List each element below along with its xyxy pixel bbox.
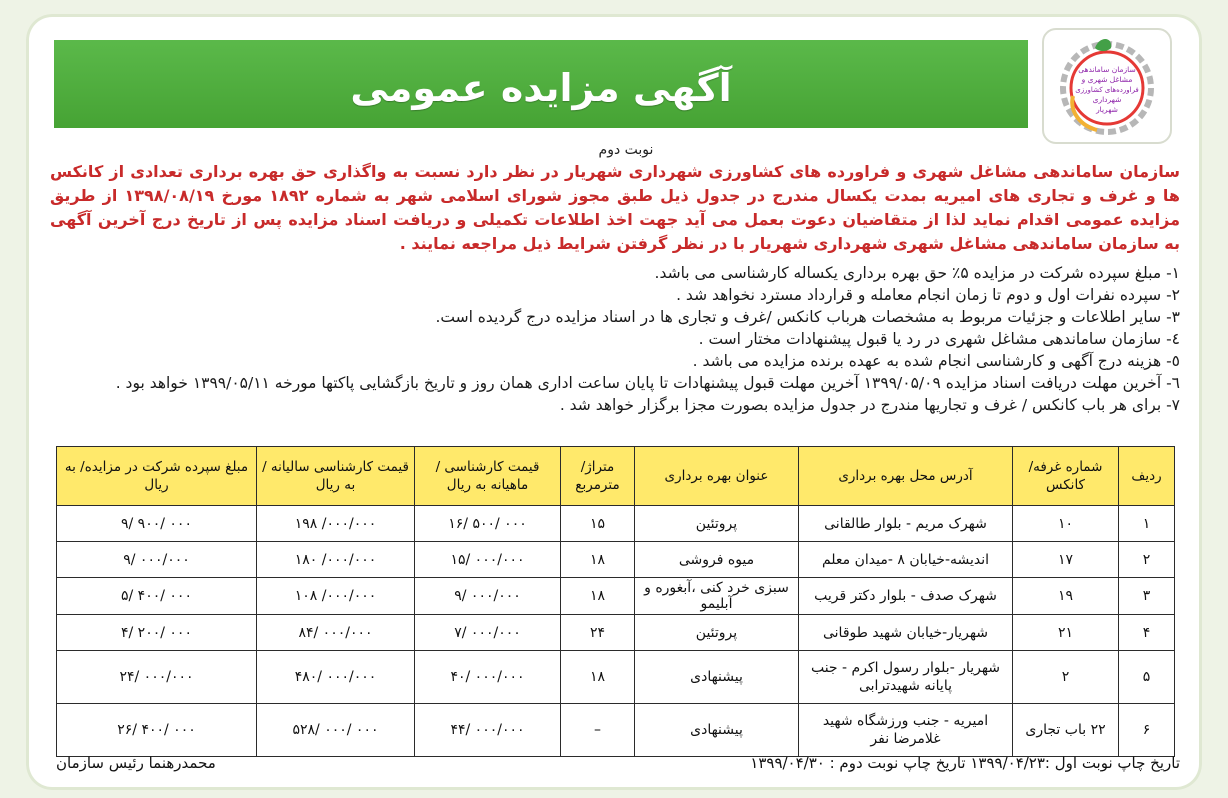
print-dates: تاریخ چاپ نوبت اول :۱۳۹۹/۰۴/۲۳ تاریخ چاپ نوبت دوم : ۱۳۹۹/۰۴/۳۰	[750, 754, 1180, 772]
seal-line-1: سازمان ساماندهی	[1078, 65, 1136, 74]
table-cell: سبزی خرد کنی ،آبغوره و آبلیمو	[635, 578, 799, 615]
table-cell: امیریه - جنب ورزشگاه شهید غلامرضا نفر	[799, 704, 1013, 757]
table-cell: ۲۴	[561, 615, 635, 651]
condition-item: ۱- مبلغ سپرده شرکت در مزایده ۵٪ حق بهره برداری یکساله کارشناسی می باشد.	[654, 264, 1180, 282]
signature: محمدرهنما رئیس سازمان	[56, 754, 216, 772]
table-cell: ۴۴/ ۰۰۰/۰۰۰	[415, 704, 561, 757]
table-cell: ۱۹۸ /۰۰۰/۰۰۰	[257, 506, 415, 542]
table-cell: ۹/ ۰۰۰/۰۰۰	[57, 542, 257, 578]
table-cell: ۷/ ۰۰۰/۰۰۰	[415, 615, 561, 651]
table-cell: شهرک صدف - بلوار دکتر قریب	[799, 578, 1013, 615]
table-cell: ۸۴/ ۰۰۰/۰۰۰	[257, 615, 415, 651]
table-cell: ۲۲ باب تجاری	[1013, 704, 1119, 757]
column-header: آدرس محل بهره برداری	[799, 447, 1013, 506]
seal-line-2: مشاغل شهری و	[1081, 75, 1133, 84]
table-cell: ۲۴/ ۰۰۰/۰۰۰	[57, 651, 257, 704]
seal-line-4: شهرداری	[1092, 95, 1122, 104]
page-title: آگهی مزایده عمومی	[350, 66, 732, 110]
header-banner	[54, 40, 1028, 128]
table-cell: ۲	[1013, 651, 1119, 704]
table-cell: ۲۶/ ۴۰۰/ ۰۰۰	[57, 704, 257, 757]
condition-item: ٦- آخرین مهلت دریافت اسناد مزایده ۱۳۹۹/۰۵/۰۹ آخرین مهلت قبول پیشنهادات تا پایان ساعت اداری همان روز و تاریخ بازگشایی پاکتها مورخه ۱۳۹۹/۰۵/۱۱ خواهد بود .	[115, 374, 1180, 392]
notice-frame	[26, 14, 1202, 790]
table-cell: ۱۷	[1013, 542, 1119, 578]
table-cell: ۴/ ۲۰۰/ ۰۰۰	[57, 615, 257, 651]
condition-item: ۷- برای هر باب کانکس / غرف و تجاریها مندرج در جدول مزایده بصورت مجزا برگزار خواهد شد .	[559, 396, 1180, 414]
table-cell: ۱۹	[1013, 578, 1119, 615]
table-cell: شهریار -بلوار رسول اکرم - جنب پایانه شهیدترابی	[799, 651, 1013, 704]
table-cell: ۱۸	[561, 578, 635, 615]
table-row	[57, 506, 1175, 542]
table-cell: ۱۵	[561, 506, 635, 542]
condition-item: ٤- سازمان ساماندهی مشاغل شهری در رد یا قبول پیشنهادات مختار است .	[698, 330, 1180, 348]
table-cell: ۱۸	[561, 542, 635, 578]
table-cell: ۶	[1119, 704, 1175, 757]
table-row	[57, 578, 1175, 615]
table-cell: میوه فروشی	[635, 542, 799, 578]
column-header: عنوان بهره برداری	[635, 447, 799, 506]
column-header: متراژ/ مترمربع	[561, 447, 635, 506]
lease-table	[56, 446, 1175, 757]
table-cell: ۴۸۰/ ۰۰۰/۰۰۰	[257, 651, 415, 704]
table-cell: شهریار-خیابان شهید طوقانی	[799, 615, 1013, 651]
table-row	[57, 651, 1175, 704]
table-cell: ۳	[1119, 578, 1175, 615]
column-header: قیمت کارشناسی / ماهیانه به ریال	[415, 447, 561, 506]
table-cell: ۵/ ۴۰۰/ ۰۰۰	[57, 578, 257, 615]
table-cell: ۵	[1119, 651, 1175, 704]
table-cell: پروتئین	[635, 615, 799, 651]
condition-item: ۳- سایر اطلاعات و جزئیات مربوط به مشخصات هرباب کانکس /غرف و تجاری ها در اسناد مزایده درج گردیده است.	[435, 308, 1180, 326]
table-cell: ۱۸۰ /۰۰۰/۰۰۰	[257, 542, 415, 578]
column-header: شماره غرفه/ کانکس	[1013, 447, 1119, 506]
table-cell: ۱۵/ ۰۰۰/۰۰۰	[415, 542, 561, 578]
condition-item: ٥- هزینه درج آگهی و کارشناسی انجام شده به عهده برنده مزایده می باشد .	[692, 352, 1180, 370]
seal-logo-icon	[1055, 34, 1159, 138]
table-cell: پروتئین	[635, 506, 799, 542]
seal-line-3: فراورده‌های کشاورزی	[1075, 86, 1139, 94]
table-cell: پیشنهادی	[635, 651, 799, 704]
table-cell: شهرک مریم - بلوار طالقانی	[799, 506, 1013, 542]
table-cell: –	[561, 704, 635, 757]
column-header: مبلغ سپرده شرکت در مزایده/ به ریال	[57, 447, 257, 506]
table-cell: ۵۲۸/ ۰۰۰/ ۰۰۰	[257, 704, 415, 757]
table-cell: ۴۰/ ۰۰۰/۰۰۰	[415, 651, 561, 704]
condition-item: ۲- سپرده نفرات اول و دوم تا زمان انجام معامله و قرارداد مسترد نخواهد شد .	[676, 286, 1180, 304]
table-cell: ۱۰۸ /۰۰۰/۰۰۰	[257, 578, 415, 615]
table-cell: ۱۸	[561, 651, 635, 704]
table-cell: پیشنهادی	[635, 704, 799, 757]
table-row	[57, 704, 1175, 757]
table-row	[57, 542, 1175, 578]
notice-round: نوبت دوم	[598, 142, 654, 158]
table-cell: ۱	[1119, 506, 1175, 542]
table-cell: ۱۶/ ۵۰۰/ ۰۰۰	[415, 506, 561, 542]
table-row	[57, 615, 1175, 651]
table-cell: ۹/ ۰۰۰/۰۰۰	[415, 578, 561, 615]
organization-seal	[1042, 28, 1172, 144]
table-cell: اندیشه-خیابان ۸ -میدان معلم	[799, 542, 1013, 578]
column-header: قیمت کارشناسی سالیانه /به ریال	[257, 447, 415, 506]
table-header-row	[57, 447, 1175, 506]
seal-line-5: شهریار	[1096, 105, 1118, 114]
table-cell: ۲۱	[1013, 615, 1119, 651]
table-cell: ۲	[1119, 542, 1175, 578]
conditions-list	[48, 262, 1180, 416]
table-cell: ۴	[1119, 615, 1175, 651]
column-header: ردیف	[1119, 447, 1175, 506]
table-cell: ۹/ ۹۰۰/ ۰۰۰	[57, 506, 257, 542]
table-cell: ۱۰	[1013, 506, 1119, 542]
intro-paragraph: سازمان ساماندهی مشاغل شهری و فراورده های کشاورزی شهرداری شهریار در نظر دارد نسبت به واگذاری حق بهره برداری تعدادی از کانکس ها و غرف و تجاری های امیریه بمدت یکسال مندرج در جدول ذیل طبق مجوز شورای اسلامی شهر به شماره ۱۸۹۲ مورخ ۱۳۹۸/۰۸/۱۹ از طریق مزایده عمومی اقدام نماید لذا از متقاضیان دعوت بعمل می آید جهت اخذ اطلاعات تکمیلی و دریافت اسناد مزایده پس از تاریخ درج آخرین آگهی به سازمان ساماندهی مشاغل شهری شهرداری شهریار با در نظر گرفتن شرایط ذیل مراجعه نمایند .	[50, 162, 1180, 253]
